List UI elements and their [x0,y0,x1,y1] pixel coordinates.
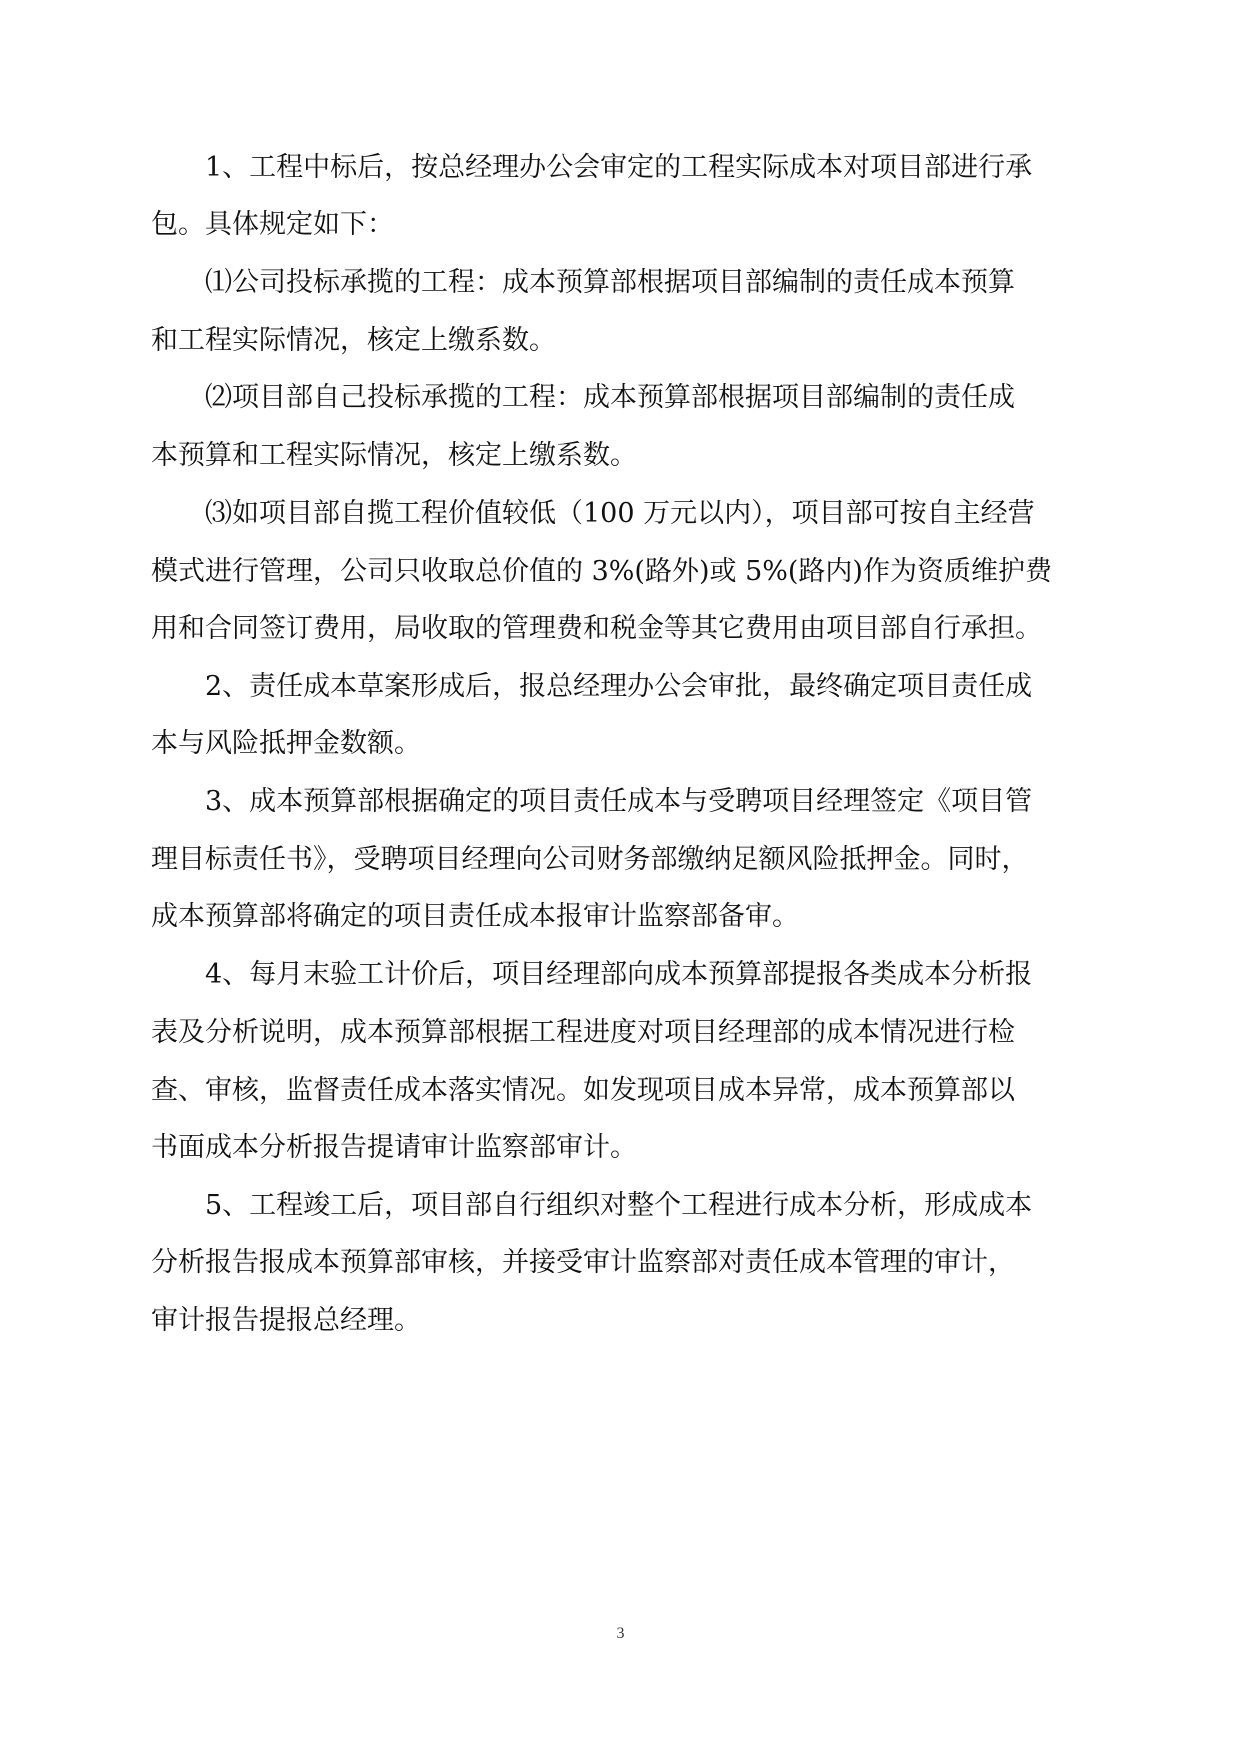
paragraph-1-line-1: 1、工程中标后，按总经理办公会审定的工程实际成本对项目部进行承 [205,152,1033,183]
paragraph-5-line-3: 审计报告提报总经理。 [151,1305,421,1336]
clause-2-line-2: 本预算和工程实际情况，核定上缴系数。 [151,440,637,471]
paragraph-3-line-2: 理目标责任书》，受聘项目经理向公司财务部缴纳足额风险抵押金。同时， [151,844,1029,875]
page-number: 3 [616,1625,625,1642]
paragraph-1-line-2: 包。具体规定如下： [151,209,394,240]
paragraph-5-line-1: 5、工程竣工后，项目部自行组织对整个工程进行成本分析，形成成本 [205,1190,1033,1221]
clause-1-line-1: ⑴公司投标承揽的工程：成本预算部根据项目部编制的责任成本预算 [205,267,1015,298]
paragraph-4-line-3: 查、审核，监督责任成本落实情况。如发现项目成本异常，成本预算部以 [151,1075,1015,1106]
paragraph-5-line-2: 分析报告报成本预算部审核，并接受审计监察部对责任成本管理的审计， [151,1247,1015,1278]
clause-2-line-1: ⑵项目部自己投标承揽的工程：成本预算部根据项目部编制的责任成 [205,382,1015,413]
clause-3-line-3: 用和合同签订费用，局收取的管理费和税金等其它费用由项目部自行承担。 [151,613,1042,644]
clause-3-line-1: ⑶如项目部自揽工程价值较低（100 万元以内），项目部可按自主经营 [205,498,1035,529]
paragraph-4-line-4: 书面成本分析报告提请审计监察部审计。 [151,1132,637,1163]
paragraph-4-line-1: 4、每月末验工计价后，项目经理部向成本预算部提报各类成本分析报 [205,959,1033,990]
paragraph-4-line-2: 表及分析说明，成本预算部根据工程进度对项目经理部的成本情况进行检 [151,1017,1015,1048]
paragraph-2-line-2: 本与风险抵押金数额。 [151,728,421,759]
paragraph-2-line-1: 2、责任成本草案形成后，报总经理办公会审批，最终确定项目责任成 [205,671,1033,702]
clause-1-line-2: 和工程实际情况，核定上缴系数。 [151,325,556,356]
paragraph-3-line-1: 3、成本预算部根据确定的项目责任成本与受聘项目经理签定《项目管 [205,786,1033,817]
clause-3-line-2: 模式进行管理，公司只收取总价值的 3%(路外)或 5%(路内)作为资质维护费 [151,556,1052,587]
paragraph-3-line-3: 成本预算部将确定的项目责任成本报审计监察部备审。 [151,901,799,932]
